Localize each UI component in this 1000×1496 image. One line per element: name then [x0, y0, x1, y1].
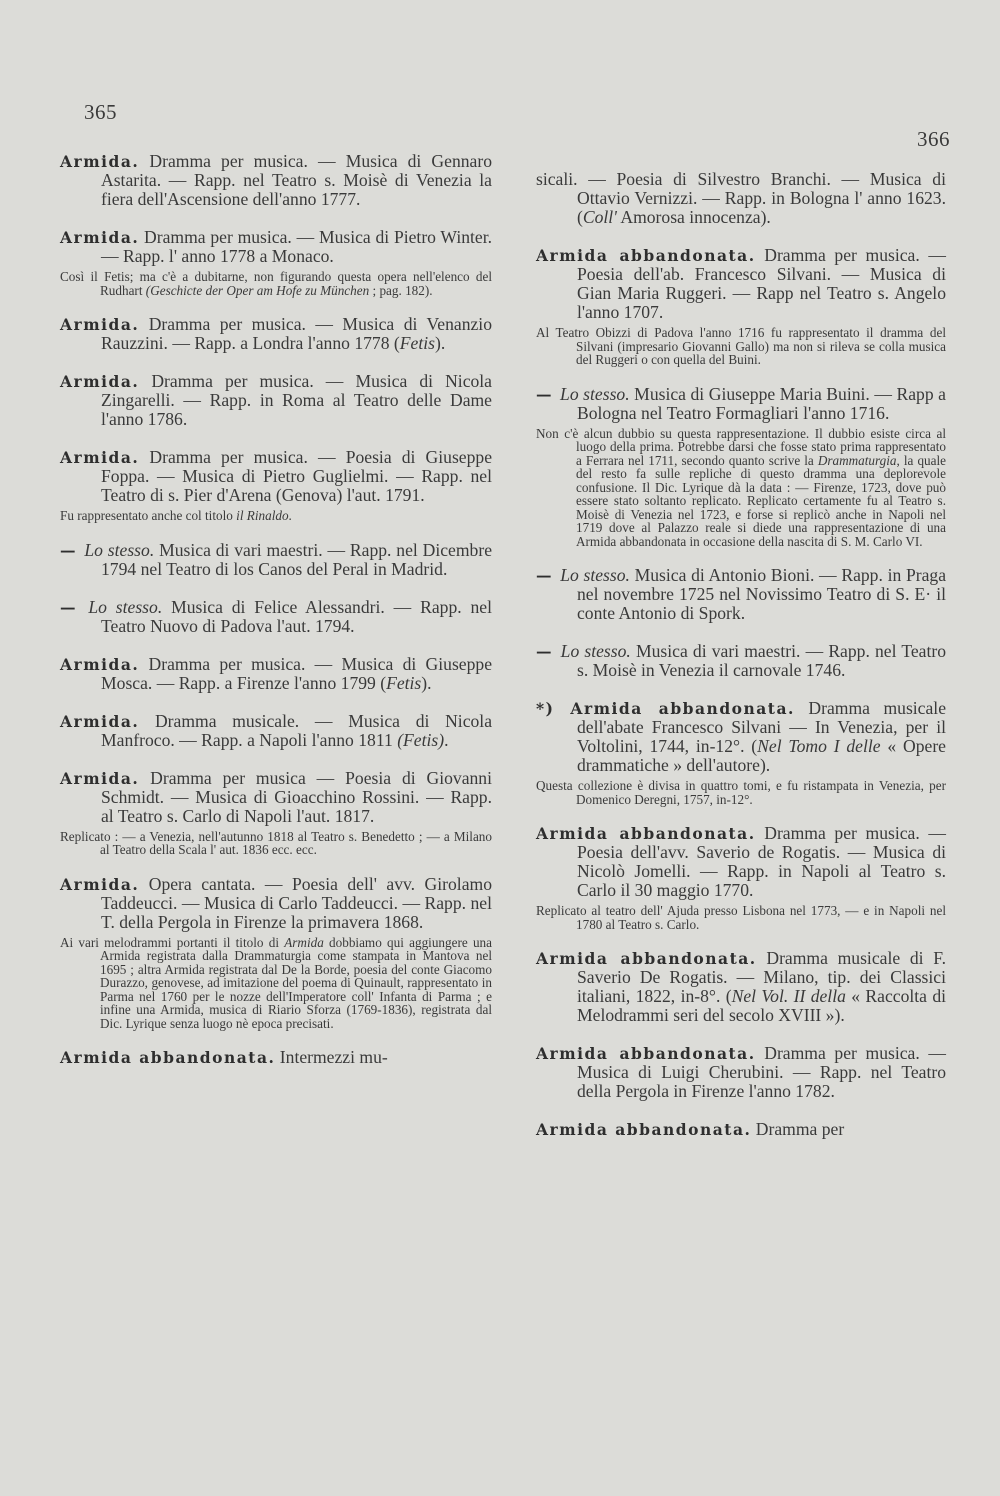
right-page-number: 366 — [917, 127, 950, 151]
entry-head: — — [60, 540, 85, 560]
entry-text: Dramma musicale. — Musica di Nicola Manfroco. — Rapp. a Napoli l'anno 1811 — [101, 710, 492, 750]
entry-ital-head: Lo stesso. — [560, 565, 630, 585]
entry-text: Musica di Felice Alessandri. — Rapp. nel Teatro Nuovo di Padova l'aut. 1794. — [101, 596, 492, 636]
entry-head: — — [536, 642, 561, 661]
right-column — [536, 170, 946, 1158]
entry-ital: Drammaturgia — [817, 452, 897, 468]
catalog-entry — [60, 448, 492, 505]
entry-text: Dramma musicale dell'abate Francesco Silvani — In Venezia, per il Voltolini, 1744, in-12°. ( — [577, 698, 946, 756]
entry-head: Armida abbandonata. — [536, 949, 757, 968]
catalog-entry — [536, 824, 946, 900]
entry-text: Dramma per musica. — Musica di Giuseppe Mosca. — Rapp. a Firenze l'anno 1799 ( — [101, 653, 492, 693]
catalog-entry — [536, 699, 946, 775]
catalog-entry — [536, 170, 946, 227]
catalog-entry — [60, 769, 492, 826]
entry-ital-head: Lo stesso. — [560, 383, 630, 404]
entry-text: Questa collezione è divisa in quattro tomi, e fu ristampata in Venezia, per Domenico Deregni, 1757, in-12°. — [536, 778, 946, 807]
entry-head: Armida. — [60, 874, 140, 894]
footnote — [60, 936, 492, 1031]
entry-head: Armida. — [60, 372, 140, 391]
catalog-entry — [60, 875, 492, 932]
entry-text: Dramma musicale di F. Saverio De Rogatis. — Milano, tip. dei Classici italiani, 1822, in-8°. ( — [577, 948, 946, 1006]
entry-text: Opera cantata. — Poesia dell' avv. Girolamo Taddeucci. — Musica di Carlo Taddeucci. — Rapp. nel T. della Pergola in Firenze la primavera 1868. — [101, 873, 492, 932]
entry-head: Armida. — [60, 711, 140, 731]
entry-text: Musica di Giuseppe Maria Buini. — Rapp a Bologna nel Teatro Formagliari l'anno 1716. — [577, 383, 946, 423]
catalog-entry — [536, 385, 946, 423]
footnote — [60, 830, 492, 857]
entry-text: Ai vari melodrammi portanti il titolo di — [60, 934, 285, 950]
entry-after: Amorosa innocenza). — [616, 207, 771, 227]
entry-head: *) Armida abbandonata. — [536, 699, 795, 718]
entry-head: Armida. — [60, 768, 140, 788]
catalog-entry — [536, 1044, 946, 1101]
entry-text: Non c'è alcun dubbio su questa rappresentazione. Il dubbio esiste circa al luogo della prima. Potrebbe darsi che fosse stato prima rappresentato a Ferrara nel 1711, secondo quanto scrive la — [536, 425, 946, 468]
catalog-entry — [60, 712, 492, 750]
catalog-entry — [536, 949, 946, 1025]
entry-after: ; pag. 182). — [369, 282, 433, 298]
entry-text: Dramma per musica. — Musica di Nicola Zingarelli. — Rapp. in Roma al Teatro delle Dame l'anno 1786. — [101, 371, 492, 429]
entry-text: Dramma per musica. — Poesia dell'avv. Saverio de Rogatis. — Musica di Nicolò Jomelli. — Rapp. in Napoli al Teatro s. Carlo il 30 maggio 1770. — [577, 823, 946, 900]
catalog-entry — [60, 315, 492, 353]
entry-text: Dramma per musica. — Musica di Pietro Winter. — Rapp. l' anno 1778 a Monaco. — [101, 227, 492, 266]
entry-after: « Opere drammatiche » dell'autore). — [577, 736, 946, 775]
entry-head: Armida abbandonata. — [536, 246, 756, 265]
entry-head: Armida abbandonata. — [536, 1120, 752, 1139]
entry-text: Al Teatro Obizzi di Padova l'anno 1716 fu rappresentato il dramma del Silvani (impresario Giovanni Gallo) ma non si rileva se colla musica del Ruggeri o con quella del Buini. — [536, 325, 946, 367]
entry-text: Dramma per musica — Poesia di Giovanni Schmidt. — Musica di Gioacchino Rossini. — Rapp. al Teatro s. Carlo di Napoli l'aut. 1817. — [101, 767, 492, 826]
entry-text: Dramma per musica. — Musica di Luigi Cherubini. — Rapp. nel Teatro della Pergola in Firenze l'anno 1782. — [577, 1043, 946, 1101]
entry-text: Dramma per — [751, 1119, 845, 1139]
catalog-entry — [60, 541, 492, 579]
entry-head: Armida. — [60, 654, 140, 674]
entry-ital: Fetis — [386, 672, 422, 693]
entry-head: Armida. — [60, 228, 140, 247]
entry-text: Così il Fetis; ma c'è a dubitarne, non figurando questa opera nell'elenco del Rudhart — [60, 269, 492, 298]
entry-ital: Nel Tomo I delle — [757, 736, 881, 756]
entry-after: « Raccolta di Melodrammi seri del secolo XVIII »). — [577, 986, 947, 1025]
entry-ital: Nel Vol. II della — [731, 986, 846, 1006]
entry-ital: Armida — [284, 934, 324, 950]
entry-head: Armida abbandonata. — [60, 1048, 276, 1067]
footnote — [536, 326, 946, 367]
entry-ital-head: Lo stesso. — [560, 641, 631, 661]
entry-text: Musica di vari maestri. — Rapp. nel Dicembre 1794 nel Teatro di los Canos del Peral in Madrid. — [101, 539, 493, 579]
entry-after: dobbiamo qui aggiungere una Armida registrata dalla Drammaturgia come stampata in Mantova nel 1695 ; altra Armida registrata dal De la Borde, poesia del conte Giacomo Durazzo, genovese, ad imitazione del poema di Quinault, rappresentato in Parma nel 1760 per le nozze dell'Imperatore coll' Infanta di Parma ; e infine una Armida, musica di Riario Sforza (1769-1836), registrata dal Dic. Lyrique senza luogo nè epoca precisati. — [100, 934, 492, 1031]
entry-after: . — [444, 729, 449, 750]
entry-after: ). — [434, 333, 446, 353]
catalog-entry — [60, 598, 492, 636]
entry-ital: Coll' — [582, 207, 617, 227]
footnote — [60, 509, 492, 523]
entry-head: Armida abbandonata. — [536, 824, 756, 843]
entry-ital-head: Lo stesso. — [84, 539, 155, 560]
catalog-entry — [536, 642, 946, 680]
entry-ital: (Geschicte der Oper am Hofe zu München — [145, 282, 370, 298]
entry-text: Dramma per musica. — Poesia di Giuseppe Foppa. — Musica di Pietro Guglielmi. — Rapp. nel Teatro di s. Pier d'Arena (Genova) l'aut. 1791. — [101, 447, 492, 505]
left-page-number: 365 — [84, 100, 117, 124]
entry-head: Armida. — [60, 448, 140, 467]
catalog-entry — [536, 1120, 946, 1139]
entry-head: Armida. — [60, 152, 140, 171]
entry-text: Musica di Antonio Bioni. — Rapp. in Praga nel novembre 1725 nel Novissimo Teatro di S. E· il conte Antonio di Spork. — [577, 565, 946, 623]
footnote — [536, 904, 946, 931]
entry-ital: (Fetis) — [397, 729, 445, 750]
entry-head: — — [536, 384, 561, 404]
footnote — [60, 270, 492, 297]
footnote — [536, 779, 946, 806]
entry-text: Replicato : — a Venezia, nell'autunno 1818 al Teatro s. Benedetto ; — a Milano al Teatro della Scala l' aut. 1836 ecc. ecc. — [60, 828, 492, 857]
entry-head: Armida. — [60, 315, 140, 334]
entry-text: Musica di vari maestri. — Rapp. nel Teatro s. Moisè in Venezia il carnovale 1746. — [577, 641, 947, 680]
entry-text: sicali. — Poesia di Silvestro Branchi. — Musica di Ottavio Vernizzi. — Rapp. in Bologna l' anno 1623. ( — [536, 169, 946, 227]
entry-text: Dramma per musica. — Musica di Gennaro Astarita. — Rapp. nel Teatro s. Moisè di Venezia la fiera dell'Ascensione dell'anno 1777. — [101, 151, 492, 209]
entry-ital: Fetis — [399, 333, 435, 353]
entry-after: . — [288, 508, 292, 523]
entry-after: ). — [421, 672, 432, 693]
entry-head: — — [60, 597, 89, 617]
entry-after: , la quale del resto fa sulle repliche di questo dramma una deplorevole confusione. Il Dic. Lyrique dà la data : — Firenze, 1723, dove può essere stato soltanto replicato. Replicato certamente fu al Teatro s. Moisè di Venezia nel 1723, e forse si replicò anche in Napoli nel 1719 dove al Palazzo reale si diede una rappresentazione di una Armida abbandonata in occasione della nascita di S. M. Carlo VI. — [576, 452, 947, 549]
entry-head: Armida abbandonata. — [536, 1044, 756, 1063]
entry-head: — — [536, 566, 561, 585]
entry-text: Intermezzi mu- — [275, 1047, 388, 1067]
entry-ital: il Rinaldo — [236, 508, 289, 523]
entry-text: Replicato al teatro dell' Ajuda presso Lisbona nel 1773, — e in Napoli nel 1780 al Teatro s. Carlo. — [536, 903, 946, 932]
catalog-entry — [536, 246, 946, 322]
entry-ital-head: Lo stesso. — [88, 596, 163, 617]
catalog-entry — [536, 566, 946, 623]
catalog-entry — [60, 655, 492, 693]
catalog-entry — [60, 228, 492, 266]
catalog-entry — [60, 152, 492, 209]
footnote — [536, 427, 946, 549]
catalog-entry — [60, 372, 492, 429]
left-column — [60, 152, 492, 1086]
entry-text: Fu rappresentato anche col titolo — [60, 508, 237, 523]
entry-text: Dramma per musica. — Musica di Venanzio Rauzzini. — Rapp. a Londra l'anno 1778 ( — [101, 314, 492, 353]
entry-text: Dramma per musica. — Poesia dell'ab. Francesco Silvani. — Musica di Gian Maria Ruggeri. — Rapp nel Teatro s. Angelo l'anno 1707. — [577, 245, 946, 322]
catalog-entry — [60, 1048, 492, 1067]
